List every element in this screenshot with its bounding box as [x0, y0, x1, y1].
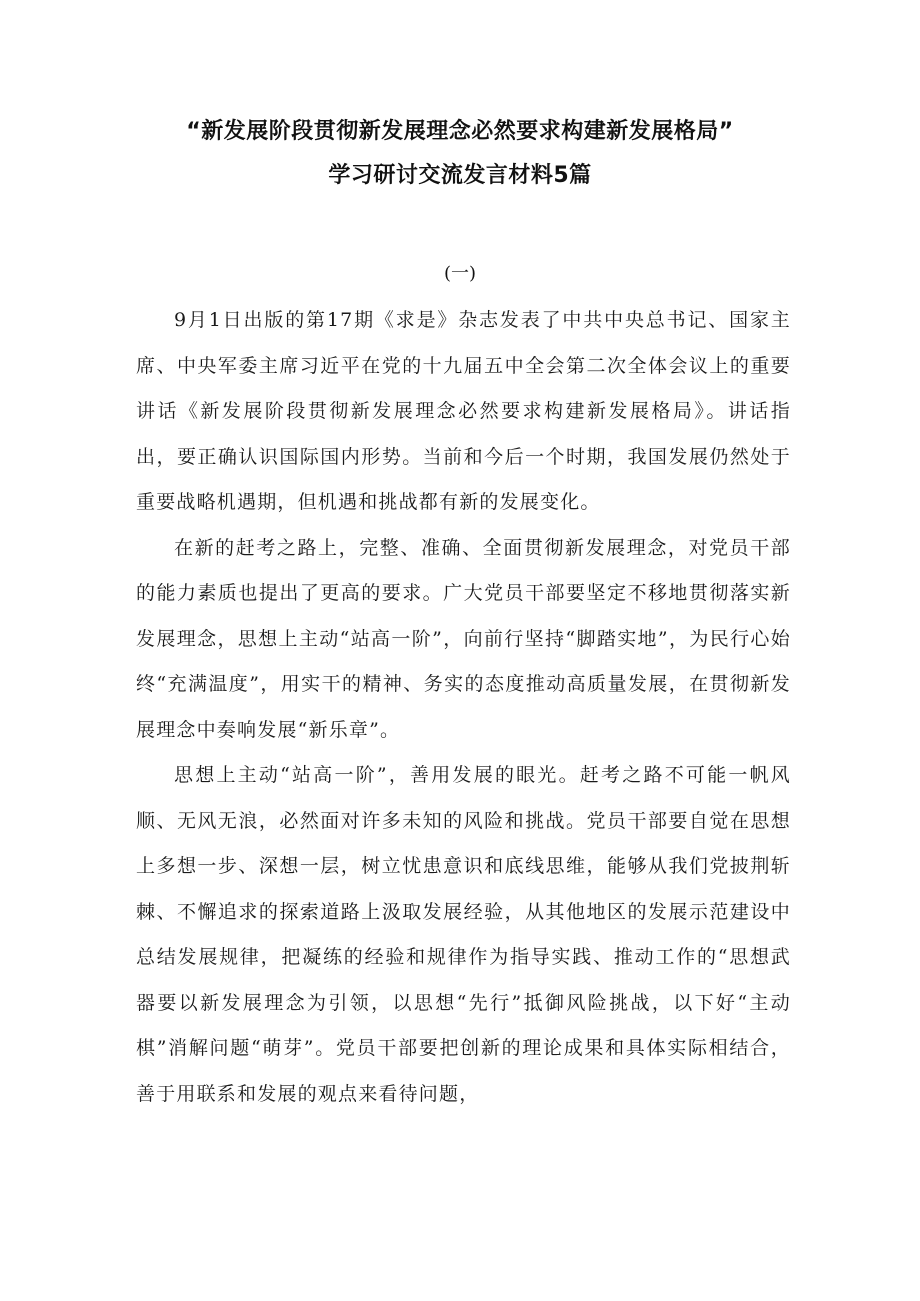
document-title-line-2: 学习研讨交流发言材料5篇: [328, 163, 592, 188]
document-body: [136, 298, 791, 1117]
document-title-line-1: “新发展阶段贯彻新发展理念必然要求构建新发展格局”: [186, 119, 734, 144]
paragraph-1: 9月1日出版的第17期《求是》杂志发表了中共中央总书记、国家主席、中央军委主席习近平在党的十九届五中全会第二次全体会议上的重要讲话《新发展阶段贯彻新发展理念必然要求构建新发展格局》。讲话指出，要正确认识国际国内形势。当前和今后一个时期，我国发展仍然处于重要战略机遇期，但机遇和挑战都有新的发展变化。: [136, 309, 791, 513]
paragraph-2: 在新的赶考之路上，完整、准确、全面贯彻新发展理念，对党员干部的能力素质也提出了更高的要求。广大党员干部要坚定不移地贯彻落实新发展理念，思想上主动“站高一阶”，向前行坚持“脚踏实地”，为民行心始终“充满温度”，用实干的精神、务实的态度推动高质量发展，在贯彻新发展理念中奏响发展“新乐章”。: [136, 536, 791, 741]
paragraph-3: 思想上主动“站高一阶”，善用发展的眼光。赶考之路不可能一帆风顺、无风无浪，必然面对许多未知的风险和挑战。党员干部要自觉在思想上多想一步、深想一层，树立忧患意识和底线思维，能够从我们党披荆斩棘、不懈追求的探索道路上汲取发展经验，从其他地区的发展示范建设中总结发展规律，把凝练的经验和规律作为指导实践、推动工作的“思想武器要以新发展理念为引领，以思想“先行”抵御风险挑战，以下好“主动棋”消解问题“萌芽”。党员干部要把创新的理论成果和具体实际相结合，善于用联系和发展的观点来看待问题，: [136, 764, 791, 1105]
section-number: (一): [443, 263, 477, 284]
